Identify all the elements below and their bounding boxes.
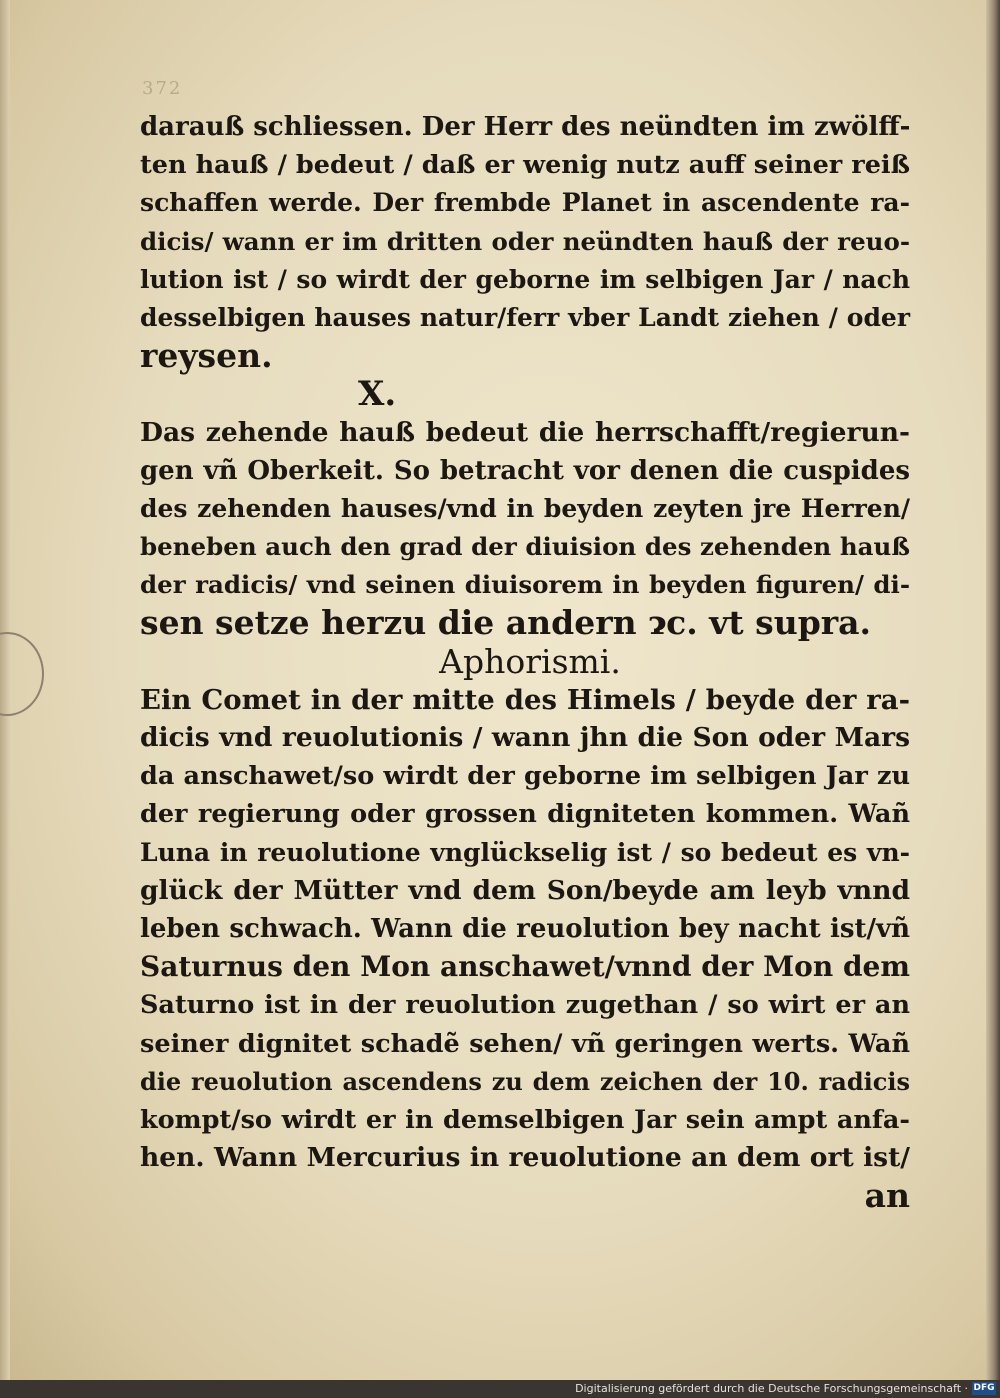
binding-ring bbox=[0, 632, 44, 716]
text-line: da anschawet/so wirdt der geborne im selbigen Jar zu bbox=[140, 761, 910, 792]
body-text bbox=[140, 108, 910, 1215]
funding-notice: Digitalisierung gefördert durch die Deutsche Forschungsgemeinschaft · bbox=[575, 1382, 968, 1395]
text-line: Ein Comet in der mitte des Himels / beyde der ra- bbox=[140, 683, 910, 716]
text-line: lution ist / so wirdt der geborne im selbigen Jar / nach bbox=[140, 264, 910, 294]
text-line: des zehenden hauses/vnd in beyden zeyten jre Herren/ bbox=[140, 493, 910, 523]
text-line: seiner dignitet schadẽ sehen/ vñ geringen werts. Wañ bbox=[140, 1028, 910, 1059]
text-line: hen. Wann Mercurius in reuolutione an dem ort ist/ bbox=[140, 1142, 910, 1174]
text-line: dicis vnd reuolutionis / wann jhn die Son oder Mars bbox=[140, 722, 910, 753]
text-line: Saturnus den Mon anschawet/vnnd der Mon dem bbox=[140, 950, 910, 984]
text-line: leben schwach. Wann die reuolution bey nacht ist/vñ bbox=[140, 913, 910, 944]
text-line: der regierung oder grossen digniteten kommen. Wañ bbox=[140, 799, 910, 830]
page-right-edge bbox=[986, 0, 1000, 1380]
text-line: der radicis/ vnd seinen diuisorem in beyden figuren/ di- bbox=[140, 570, 910, 600]
aphorismi-heading: Aphorismi. bbox=[439, 641, 621, 681]
text-line: kompt/so wirdt er in demselbigen Jar sein ampt anfa- bbox=[140, 1104, 910, 1135]
catchword: an bbox=[864, 1176, 910, 1216]
text-line: ten hauß / bedeut / daß er wenig nutz auff seiner reiß bbox=[140, 150, 910, 181]
section-heading-x: X. bbox=[358, 374, 397, 415]
text-line: gen vñ Oberkeit. So betracht vor denen die cuspides bbox=[140, 455, 910, 486]
text-line: reysen. bbox=[140, 336, 273, 376]
text-line: Das zehende hauß bedeut die herrschafft/regierun- bbox=[140, 416, 910, 448]
text-line: darauß schliessen. Der Herr des neündten im zwölff- bbox=[140, 112, 911, 142]
dfg-logo: DFG bbox=[973, 1383, 995, 1393]
text-line: Saturno ist in der reuolution zugethan / so wirt er an bbox=[140, 990, 910, 1021]
text-line: die reuolution ascendens zu dem zeichen der 10. radicis bbox=[140, 1066, 910, 1096]
text-line: Luna in reuolutione vnglückselig ist / so bedeut es vn- bbox=[140, 837, 910, 867]
text-line: schaffen werde. Der frembde Planet in ascendente ra- bbox=[140, 188, 910, 218]
text-line: dicis/ wann er im dritten oder neündten hauß der reuo- bbox=[140, 226, 910, 256]
text-line: glück der Mütter vnd dem Son/beyde am leyb vnnd bbox=[140, 874, 910, 906]
text-line: desselbigen hauses natur/ferr vber Landt ziehen / oder bbox=[140, 302, 910, 332]
page-number-mark: 372 bbox=[142, 78, 183, 99]
text-line: sen setze herzu die andern ɂc. vt supra. bbox=[140, 603, 872, 643]
text-line: beneben auch den grad der diuision des zehenden hauß bbox=[140, 532, 910, 562]
